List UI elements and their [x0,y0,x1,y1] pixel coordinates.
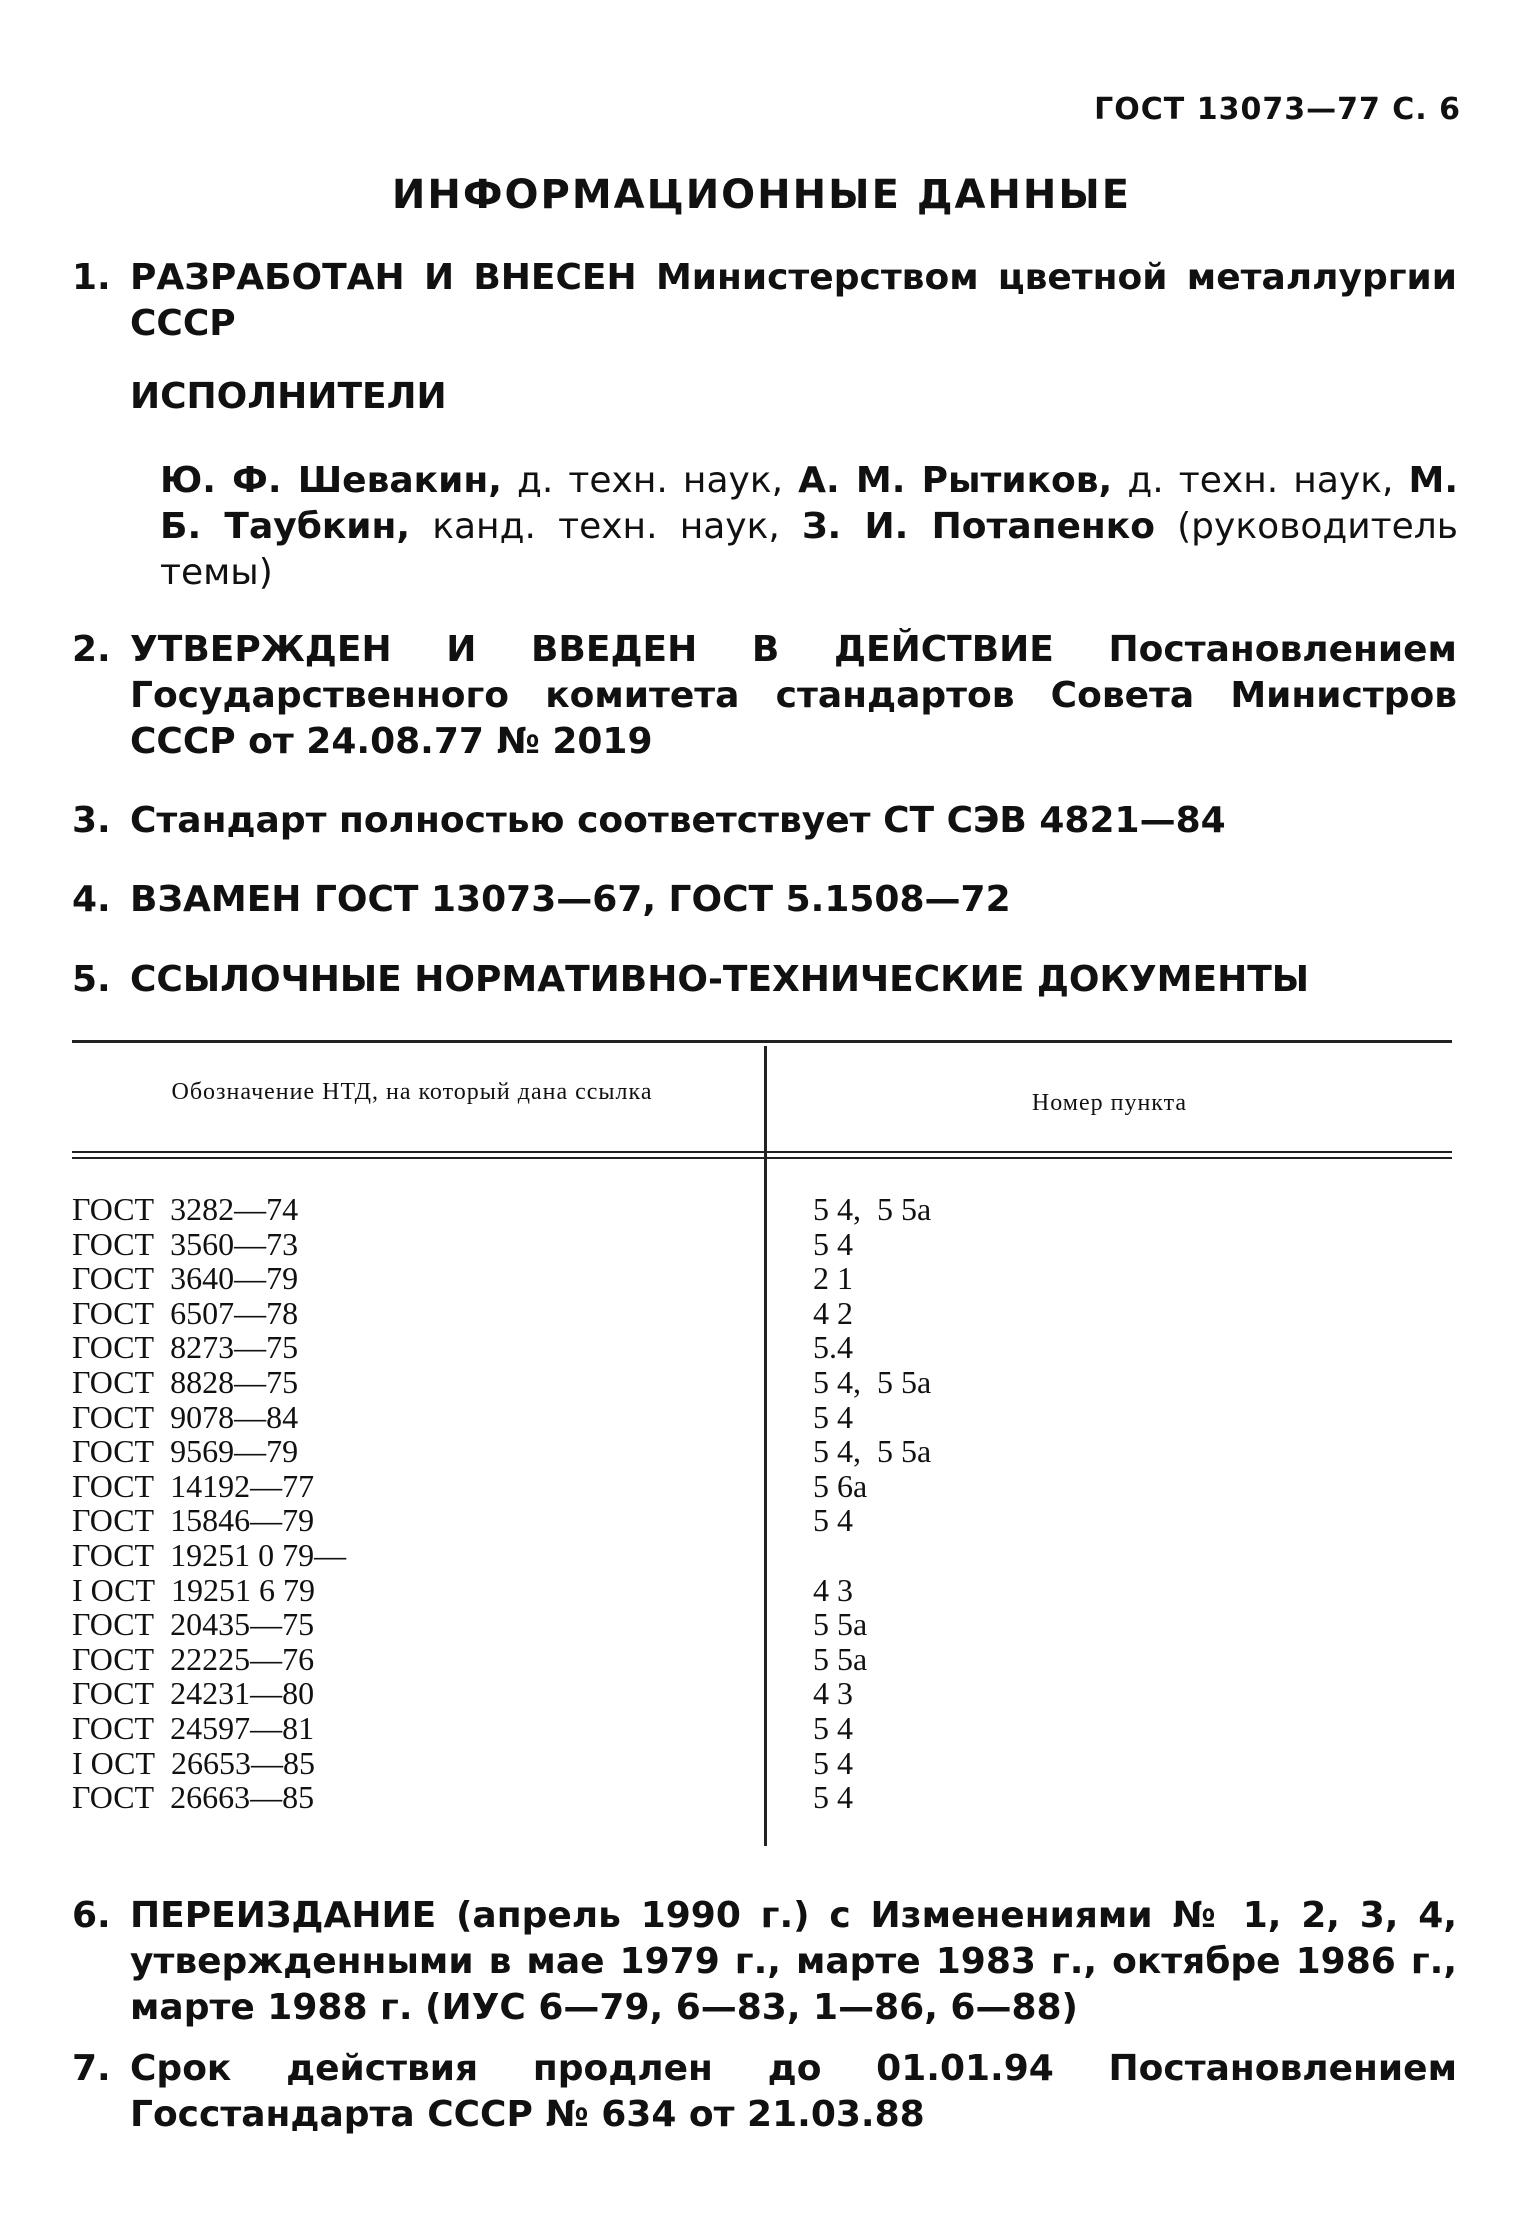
table-row-clause [813,1538,1413,1573]
item-2-text: Постановлением Государственного комитета стандартов Совета Министров СССР от 24.08.77 № 2019 [130,629,1457,762]
table-row-clause: 5 4 [813,1779,853,1816]
table-row-clause: 5 4 [813,1225,853,1262]
table-row-document: ГОСТ 26663—85 [72,1779,315,1816]
executors-heading: ИСПОЛНИТЕЛИ [130,376,447,417]
executor-4-role: (руководитель темы) [160,506,1458,593]
table-row-clause: 5 4 [813,1709,853,1746]
reference-documents-table [72,1040,1452,1855]
item-3-text: Стандарт полностью соответствует СТ СЭВ 4821—84 [130,800,1226,841]
item-5-reference-docs [72,957,1457,1003]
table-row-clause: 5 6а [813,1467,868,1504]
executor-1-degree: д. техн. наук, [501,460,799,501]
item-1-developed [72,255,1457,347]
executors-list [160,458,1458,596]
item-3-number: 3. [72,800,111,841]
table-row-document: ГОСТ 3560—73 [72,1225,299,1262]
item-1-bold: РАЗРАБОТАН И ВНЕСЕН [130,257,637,298]
table-row-clause: 2 1 [813,1260,853,1297]
table-row-document: I ОСТ 19251 6 79 [72,1571,316,1608]
table-header-rule [72,1151,1452,1153]
item-1-number: 1. [72,257,111,298]
table-column-clauses [813,1192,1413,1815]
item-1-text: Министерством цветной металлургии СССР [130,257,1457,344]
table-row-document: ГОСТ 3282—74 [72,1191,299,1227]
table-row-clause: 5.4 [813,1329,853,1366]
item-7-validity [72,2046,1457,2138]
table-row-document: ГОСТ 3640—79 [72,1260,299,1297]
table-row-document: ГОСТ 15846—79 [72,1502,315,1539]
item-4-number: 4. [72,879,111,920]
item-6-number: 6. [72,1895,111,1936]
item-5-text: ССЫЛОЧНЫЕ НОРМАТИВНО-ТЕХНИЧЕСКИЕ ДОКУМЕНТЫ [130,959,1310,1000]
table-row-document: I ОСТ 26653—85 [72,1744,316,1781]
item-6-reissue [72,1893,1457,2031]
table-row-clause: 5 5а [813,1606,868,1643]
item-2-number: 2. [72,629,111,670]
table-header-clause: Номер пункта [1031,1090,1188,1116]
item-2-body [130,627,1457,765]
executor-4-name: З. И. Потапенко [801,506,1155,547]
table-top-rule [72,1040,1452,1043]
table-row-clause: 5 4, 5 5а [813,1433,932,1470]
table-header-document: Обозначение НТД, на который дана ссылка [171,1079,653,1105]
table-row-clause: 4 2 [813,1294,853,1331]
executor-3-name: М. Б. Таубкин, [160,460,1458,547]
table-header-rule-double [72,1157,1452,1159]
table-row-clause: 5 5а [813,1640,868,1677]
item-2-approved [72,627,1457,765]
executor-2-degree: д. техн. наук, [1112,460,1409,501]
table-row-clause: 4 3 [813,1675,853,1712]
item-2-bold: УТВЕРЖДЕН И ВВЕДЕН В ДЕЙСТВИЕ [130,629,1054,670]
table-row-document: ГОСТ 20435—75 [72,1606,315,1643]
table-row-clause: 4 3 [813,1571,853,1608]
page-header-doc-ref: ГОСТ 13073—77 С. 6 [1094,92,1461,127]
table-row-clause: 5 4 [813,1744,853,1781]
table-row-document: ГОСТ 24231—80 [72,1675,315,1712]
table-row-clause: 5 4 [813,1502,853,1539]
executor-3-degree: канд. техн. наук, [410,506,802,547]
executor-2-name: А. М. Рытиков, [798,460,1113,501]
table-row-document: ГОСТ 19251 0 79— [72,1536,347,1573]
table-row-document: ГОСТ 6507—78 [72,1294,299,1331]
table-row-clause: 5 4, 5 5а [813,1363,932,1400]
item-4-replaces [72,877,1457,923]
table-row-document: ГОСТ 9569—79 [72,1433,299,1470]
executor-1-name: Ю. Ф. Шевакин, [160,460,502,501]
table-row-document: ГОСТ 8828—75 [72,1363,299,1400]
table-row-document: ГОСТ 22225—76 [72,1640,315,1677]
item-4-text: ВЗАМЕН ГОСТ 13073—67, ГОСТ 5.1508—72 [130,879,1011,920]
table-row-document: ГОСТ 14192—77 [72,1467,315,1504]
item-7-number: 7. [72,2048,111,2089]
document-title: ИНФОРМАЦИОННЫЕ ДАННЫЕ [391,172,1132,218]
table-row-document: ГОСТ 9078—84 [72,1398,299,1435]
table-row-clause: 5 4 [813,1398,853,1435]
table-column-documents [72,1192,752,1815]
item-7-text: Срок действия продлен до 01.01.94 Постановлением Госстандарта СССР № 634 от 21.03.88 [130,2048,1457,2135]
table-column-divider [764,1046,767,1846]
table-row-clause: 5 4, 5 5а [813,1191,932,1227]
item-3-compliance [72,798,1457,844]
item-5-number: 5. [72,959,111,1000]
table-row-document: ГОСТ 8273—75 [72,1329,299,1366]
table-row-document: ГОСТ 24597—81 [72,1709,315,1746]
item-1-body [130,255,1457,347]
item-6-text: ПЕРЕИЗДАНИЕ (апрель 1990 г.) с Изменениями № 1, 2, 3, 4, утвержденными в мае 1979 г., марте 1983 г., октябре 1986 г., марте 1988 г. (ИУС 6—79, 6—83, 1—86, 6—88) [130,1895,1457,2028]
